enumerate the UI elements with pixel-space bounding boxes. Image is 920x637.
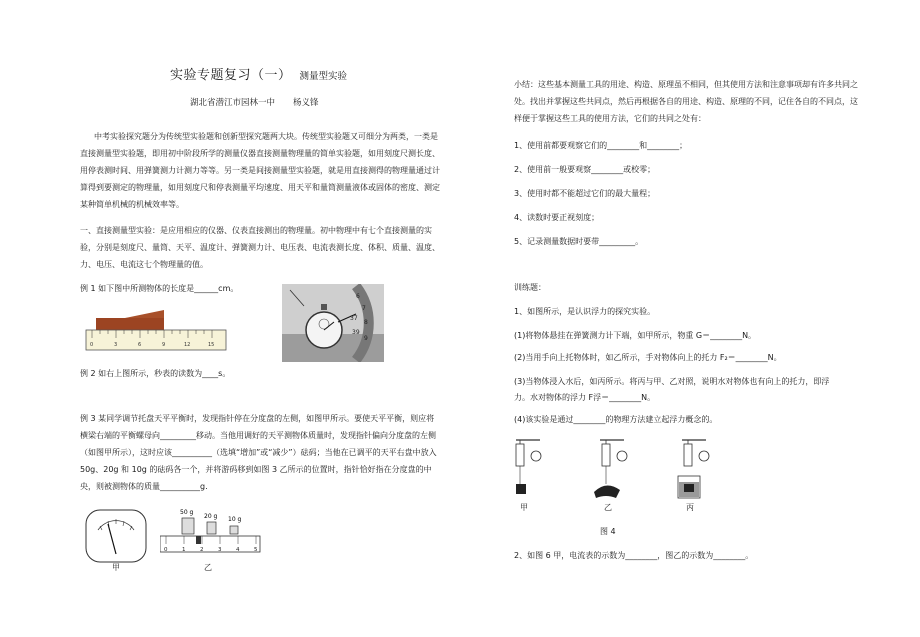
setup-yi	[594, 440, 627, 498]
weight-50g	[182, 518, 194, 534]
scale-label: 6	[356, 293, 360, 300]
weight-10g	[230, 526, 238, 534]
weight-label-10g: 10 g	[228, 516, 242, 523]
weight-20g	[207, 522, 216, 534]
stopwatch-figure	[282, 284, 384, 362]
rule-1: 1、使用前都要观察它们的________和________；	[514, 141, 688, 150]
object-block	[516, 484, 526, 494]
title-subtitle: 测量型实验	[299, 71, 348, 82]
author-name: 杨义锋	[293, 98, 319, 108]
author-line	[190, 96, 319, 108]
rule-4: 4、读数时要正视刻度；	[514, 213, 600, 222]
dial-pointer	[108, 524, 116, 554]
buoyancy-figure	[512, 436, 732, 512]
cup-label-bing: 丙	[686, 503, 694, 512]
example-3-text: 例 3 某同学调节托盘天平平衡时，发现指针停在分度盘的左侧，如图甲所示。要使天平平衡，则应将横梁右端的平衡螺母向_________移动。当他用调好的天平测物体质量时，发现指针偏向分度盘的左侧（如图甲所示），这时应该__________（选填“增加”或“减少”）砝码；当他在已调平的天平右盘中放入 50g、20g 和 10g 的砝码各一个，并将游码移到如图 3 乙所示的位置时，指针恰好指在分度盘的中央，则被测物体的质量__________g.	[80, 414, 437, 491]
scale-label: 37	[350, 315, 358, 322]
weights-figure	[160, 506, 270, 558]
ruler-small-label: 9	[162, 342, 166, 348]
ruler-small-label: 3	[114, 342, 118, 348]
ruler-figure	[84, 304, 234, 356]
beam-label: 3	[218, 547, 222, 553]
scale-label: 7	[362, 305, 366, 312]
spring-scale	[684, 444, 692, 466]
beam-scale	[160, 536, 260, 552]
training-item-4b: 力。水对物体的浮力 F浮＝________N。	[514, 393, 656, 402]
spring-scale	[602, 444, 610, 466]
submerged-block	[684, 484, 694, 492]
ruler-small-label: 15	[208, 342, 215, 348]
beam-label: 4	[236, 547, 240, 553]
hand	[594, 485, 620, 498]
scale-label: 8	[364, 319, 368, 326]
scale-dial	[617, 451, 627, 461]
figure-4-caption: 图 4	[600, 527, 616, 536]
training-item-5: (4)该实验是通过________的物理方法建立起浮力概念的。	[514, 415, 718, 424]
scale-label: 9	[364, 335, 368, 342]
setup-bing	[678, 440, 709, 498]
beam-label: 2	[200, 547, 204, 553]
ruler-small-label: 6	[138, 342, 142, 348]
summary-paragraph: 小结：这些基本测量工具的用途、构造、原理虽不相同，但其使用方法和注意事项却有许多共同之处。找出并掌握这些共同点，然后再根据各自的用途、构造、原理的不同，记住各自的不同点，这样便于掌握这些工具的使用方法，它们的共同之处有：	[514, 80, 858, 123]
rule-3: 3、使用时都不能超过它们的最大量程；	[514, 189, 656, 198]
training-item-6: 2、如图 6 甲，电流表的示数为________，图乙的示数为________。	[514, 551, 754, 560]
intro-paragraph: 中考实验探究题分为传统型实验题和创新型探究题两大块。传统型实验题又可细分为两类，一类是直接测量型实验题，即用初中阶段所学的测量仪器直接测量物理量的简单实验题，如用刻度尺测长度、用停表测时间、用弹簧测力计测力等等。另一类是间接测量型实验题，就是用直接测得的物理量通过计算得到要测定的物理量，如用刻度尺和停表测量平均速度、用天平和量筒测量液体或固体的密度、测定某种简单机械的机械效率等。	[80, 132, 440, 209]
dial-frame	[86, 510, 146, 562]
training-item-4a: (3)当物体浸入水后，如丙所示。将丙与甲、乙对照，说明水对物体也有向上的托力，即浮	[514, 377, 830, 386]
figure-label-jia: 甲	[112, 563, 120, 572]
training-title: 训练题：	[514, 283, 546, 292]
school-name: 湖北省潜江市园林一中	[190, 98, 276, 108]
example-2-text: 例 2 如右上图所示，秒表的读数为____s。	[80, 369, 231, 378]
training-item-3: (2)当用手向上托物体时，如乙所示，手对物体向上的托力 F₂＝________N。	[514, 353, 782, 362]
ruler-small-label: 12	[184, 342, 191, 348]
beam-label: 0	[164, 547, 168, 553]
setup-jia	[516, 440, 541, 494]
wood-block-base	[96, 318, 164, 330]
scale-label: 39	[352, 329, 360, 336]
spring-scale	[516, 444, 524, 466]
rider	[196, 536, 201, 544]
beam-label: 1	[182, 547, 186, 553]
figure-label-yi: 乙	[204, 563, 212, 572]
page-title	[170, 64, 347, 83]
example-1-text: 例 1 如下图中所测物体的长度是______cm。	[80, 284, 239, 293]
cup-label-jia: 甲	[520, 503, 528, 512]
rule-5: 5、记录测量数据时要带_________。	[514, 237, 644, 246]
training-item-1: 1、如图所示，是认识浮力的探究实验。	[514, 307, 656, 316]
weight-label-20g: 20 g	[204, 513, 218, 520]
rule-2: 2、使用前一般要观察________或校零；	[514, 165, 656, 174]
ruler-small-label: 0	[90, 342, 94, 348]
cup-label-yi: 乙	[604, 503, 612, 512]
training-item-2: (1)将物体悬挂在弹簧测力计下端，如甲所示，物重 G＝________N。	[514, 331, 757, 340]
scale-dial	[699, 451, 709, 461]
beam-label: 5	[254, 547, 258, 553]
title-main: 实验专题复习（一）	[170, 68, 292, 83]
balance-dial-figure	[84, 508, 154, 570]
weight-label-50g: 50 g	[180, 509, 194, 516]
scale-dial	[531, 451, 541, 461]
stopwatch-crown	[321, 304, 327, 310]
section-1-paragraph: 一、直接测量型实验：是应用相应的仪器、仪表直接测出的物理量。初中物理中有七个直接测量的实验，分别是刻度尺、量筒、天平、温度计、弹簧测力计、电压表、电流表测长度、体积、质量、温度、力、电压、电流这七个物理量的值。	[80, 226, 440, 269]
